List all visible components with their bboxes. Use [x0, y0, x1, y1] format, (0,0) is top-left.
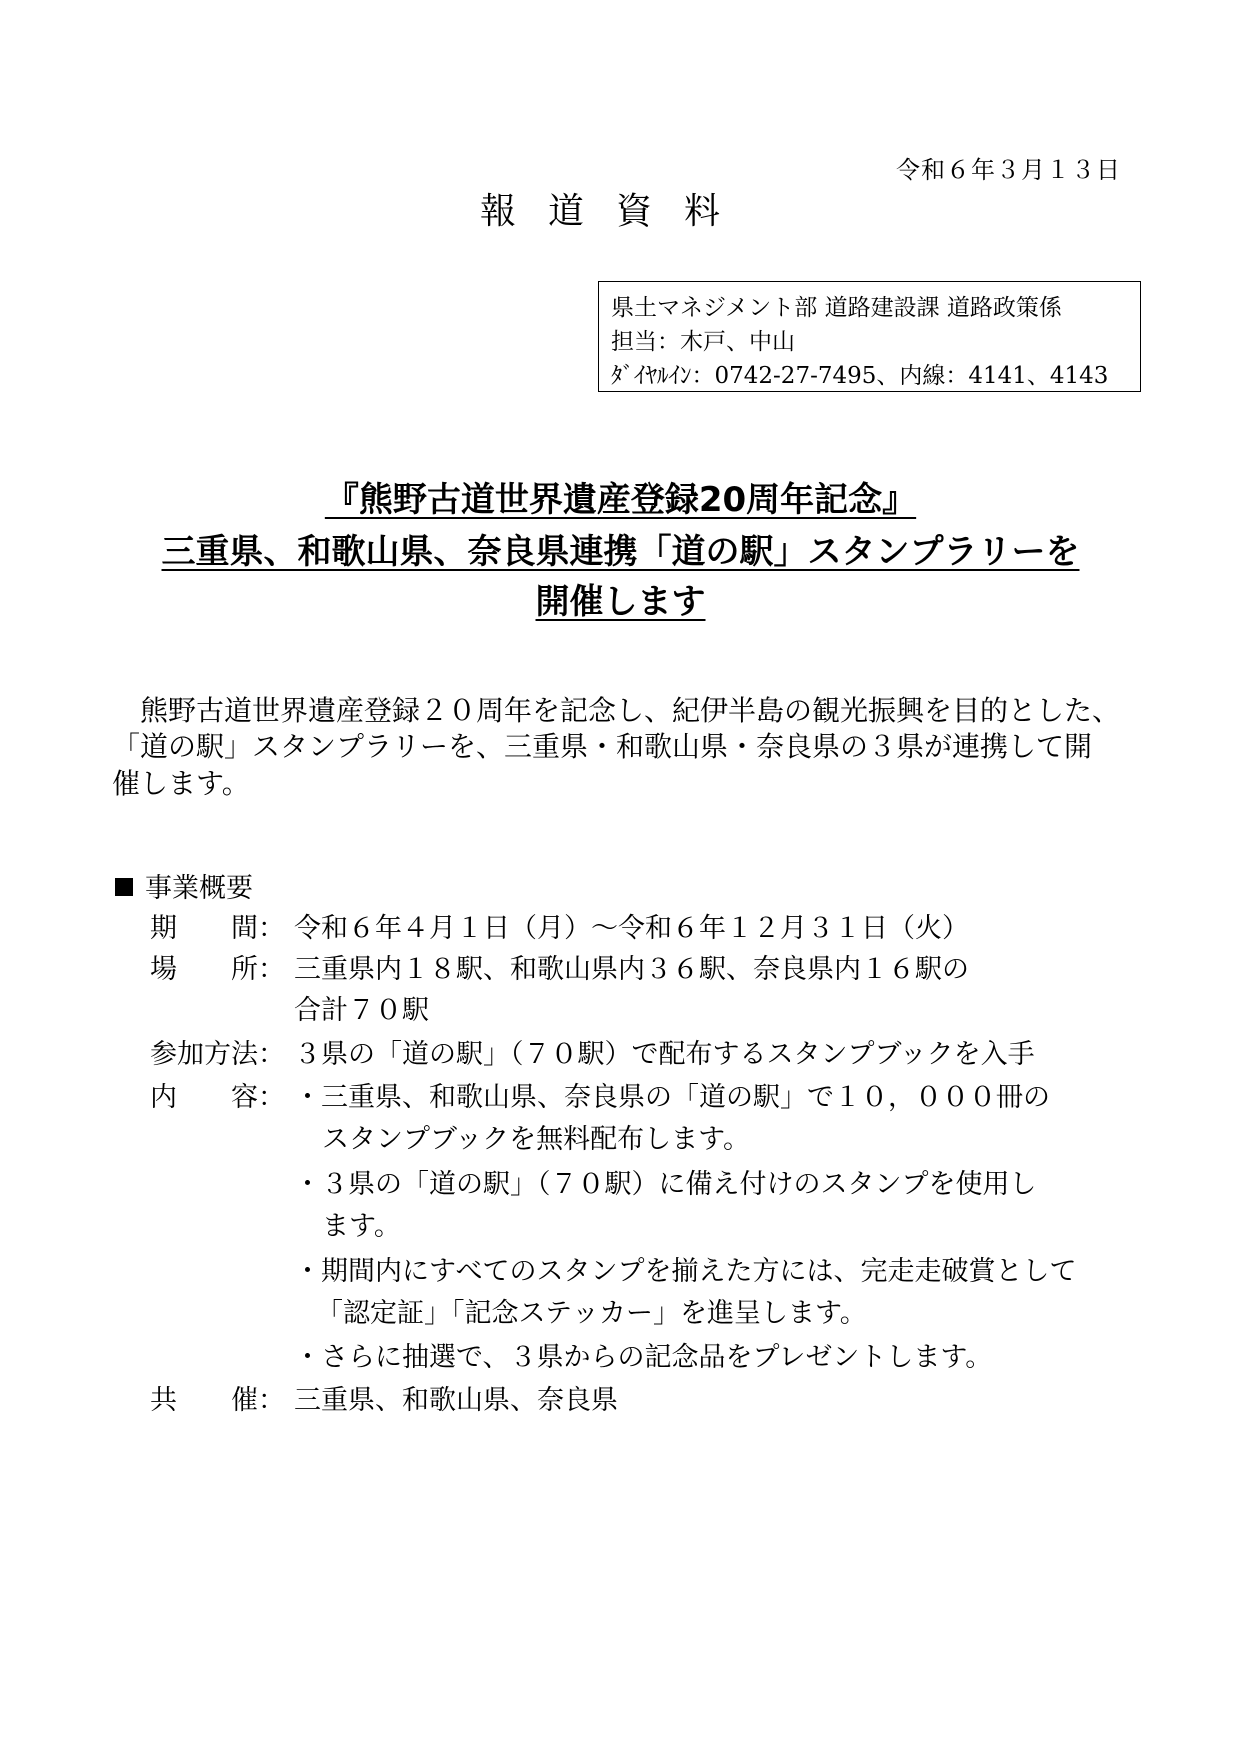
outline-heading: 事業概要 — [115, 866, 253, 905]
intro-line-3: 催します。 — [112, 767, 250, 800]
place-value-cont: 合計７０駅 — [294, 995, 429, 1026]
method-label: 参加方法： — [150, 1039, 285, 1070]
headline-line-3: 開催します — [535, 582, 706, 622]
square-bullet-icon — [115, 878, 133, 896]
contact-box — [598, 281, 1141, 392]
host-label: 共 催： — [150, 1385, 285, 1416]
headline-line-1: 『熊野古道世界遺産登録20周年記念』 — [324, 480, 917, 520]
content-item-3-cont: 「認定証」「記念ステッカー」を進呈します。 — [316, 1298, 867, 1329]
content-item-1-cont: スタンプブックを無料配布します。 — [322, 1124, 750, 1155]
content-item-3: ・期間内にすべてのスタンプを揃えた方には、完走走破賞として — [294, 1256, 1077, 1287]
place-value: 三重県内１８駅、和歌山県内３６駅、奈良県内１６駅の — [294, 954, 969, 985]
host-value: 三重県、和歌山県、奈良県 — [294, 1385, 618, 1416]
contact-staff: 担当：木戸、中山 — [611, 329, 795, 355]
method-value: ３県の「道の駅」（７０駅）で配布するスタンプブックを入手 — [294, 1039, 1035, 1070]
intro-line-1: 熊野古道世界遺産登録２０周年を記念し、紀伊半島の観光振興を目的とした、 — [140, 694, 1121, 727]
content-item-1: ・三重県、和歌山県、奈良県の「道の駅」で１０，０００冊の — [294, 1082, 1050, 1113]
release-date: 令和６年３月１３日 — [896, 156, 1121, 184]
document-title: 報道資料 — [480, 191, 753, 232]
contact-department: 県土マネジメント部 道路建設課 道路政策係 — [611, 295, 1062, 321]
content-item-4: ・さらに抽選で、３県からの記念品をプレゼントします。 — [294, 1342, 993, 1373]
period-value: 令和６年４月１日（月）～令和６年１２月３１日（火） — [294, 913, 969, 944]
place-label: 場 所： — [150, 954, 285, 985]
period-label: 期 間： — [150, 913, 285, 944]
headline-line-2: 三重県、和歌山県、奈良県連携「道の駅」スタンプラリーを — [161, 532, 1080, 572]
content-item-2: ・３県の「道の駅」（７０駅）に備え付けのスタンプを使用し — [294, 1169, 1037, 1200]
content-item-2-cont: ます。 — [322, 1211, 401, 1242]
content-label: 内 容： — [150, 1082, 285, 1113]
intro-line-2: 「道の駅」スタンプラリーを、三重県・和歌山県・奈良県の３県が連携して開 — [112, 730, 1093, 763]
contact-phone: ﾀﾞｲﾔﾙｲﾝ：0742-27-7495、内線：4141、4143 — [611, 363, 1109, 389]
